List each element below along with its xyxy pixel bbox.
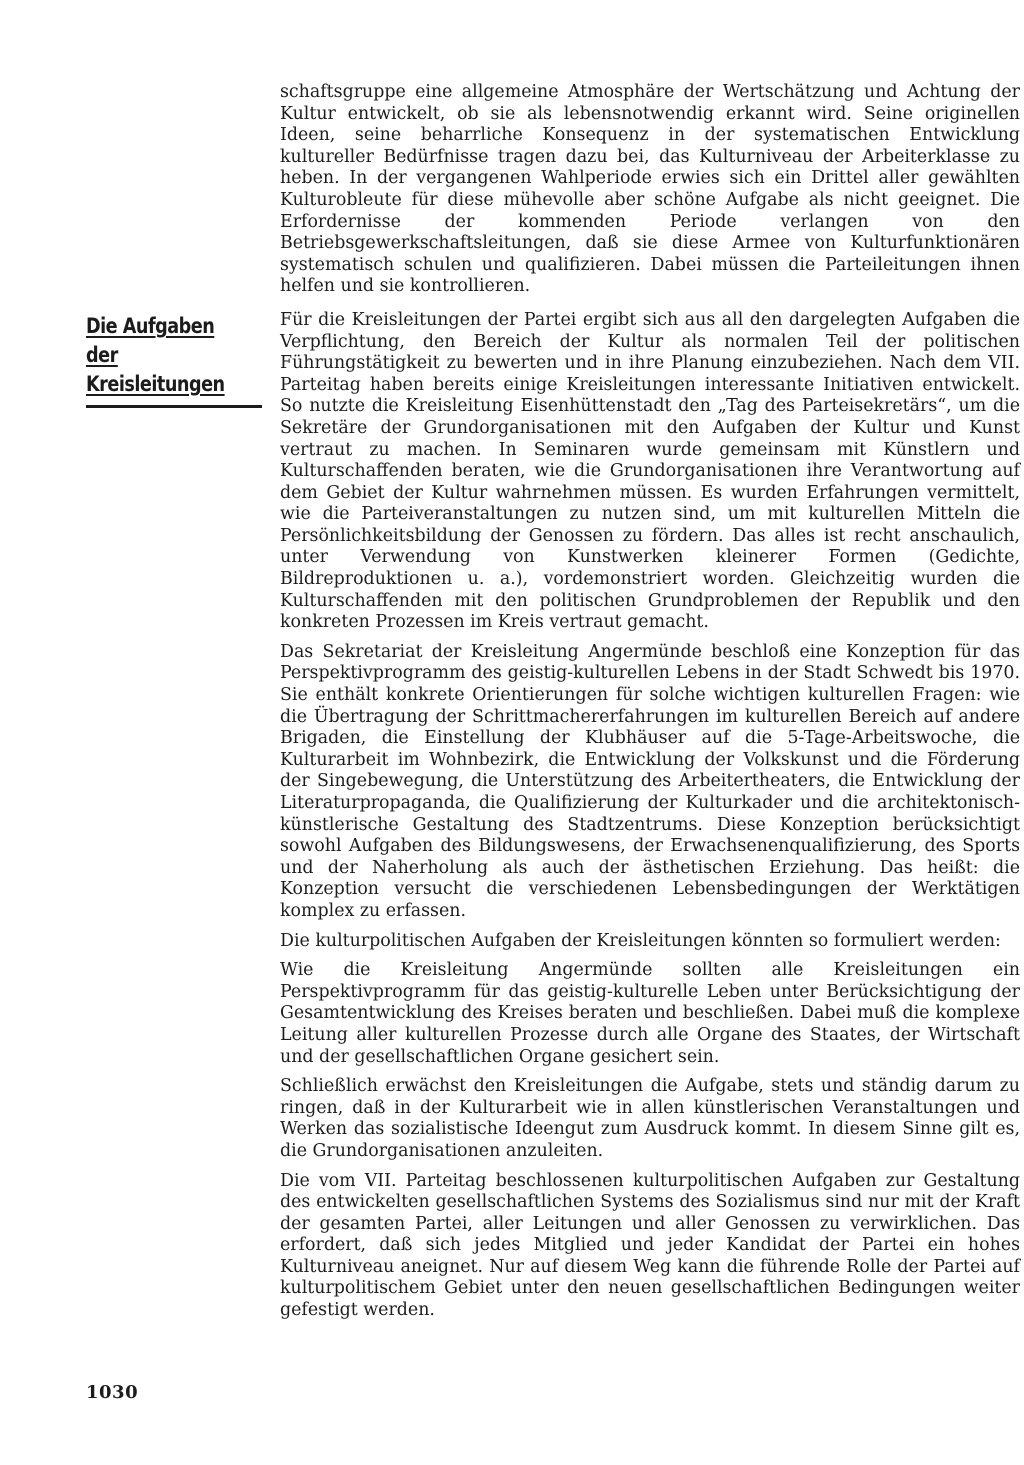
sidebar-heading (86, 312, 262, 399)
paragraph-2: Für die Kreisleitungen der Partei ergibt sich aus all den dargelegten Aufgaben die Verpflichtung, den Bereich der Kultur als normalen Teil der politischen Führungstätigkeit zu bewerten und in ihre Planung einzubeziehen. Nach dem VII. Parteitag haben bereits einige Kreisleitungen interessante Initiativen entwickelt. So nutzte die Kreisleitung Eisenhüttenstadt den „Tag des Parteisekretärs“, um die Sekretäre der Grundorganisationen mit den Aufgaben der Kultur und Kunst vertraut zu machen. In Seminaren wurde gemeinsam mit Künstlern und Kulturschaffenden beraten, wie die Grundorganisationen ihre Verantwortung auf dem Gebiet der Kultur wahrnehmen müssen. Es wurden Erfahrungen vermittelt, wie die Parteiveranstaltungen zu nutzen sind, um mit kulturellen Mitteln die Persönlichkeitsbildung der Genossen zu fördern. Das alles ist recht anschaulich, unter Verwendung von Kunstwerken kleinerer Formen (Gedichte, Bildreproduktionen u. a.), vordemonstriert worden. Gleichzeitig wurden die Kulturschaffenden mit den politischen Grundproblemen der Republik und den konkreten Prozessen im Kreis vertraut gemacht. (280, 309, 1020, 633)
sidebar-heading-line-3: Kreisleitungen (86, 372, 225, 396)
paragraph-4: Die kulturpolitischen Aufgaben der Kreisleitungen könnten so formuliert werden: (280, 930, 1001, 951)
body-text (280, 82, 1020, 1330)
page-number: 1030 (86, 1382, 139, 1403)
paragraph-7: Die vom VII. Parteitag beschlossenen kulturpolitischen Aufgaben zur Gestaltung des entwickelten gesellschaftlichen Systems des Sozialismus sind nur mit der Kraft der gesamten Partei, aller Leitungen und aller Genossen zu verwirklichen. Das erfordert, daß sich jedes Mitglied und jeder Kandidat der Partei ein hohes Kulturniveau aneignet. Nur auf diesem Weg kann die führende Rolle der Partei auf kulturpolitischem Gebiet unter den neuen gesellschaftlichen Bedingungen weiter gefestigt werden. (280, 1170, 1020, 1321)
sidebar-heading-rule (86, 405, 262, 408)
paragraph-6: Schließlich erwächst den Kreisleitungen die Aufgabe, stets und ständig darum zu ringen, daß in der Kulturarbeit wie in allen künstlerischen Veranstaltungen und Werken das sozialistische Ideengut zum Ausdruck kommt. In diesem Sinne gilt es, die Grundorganisationen anzuleiten. (280, 1076, 1020, 1161)
sidebar-heading-line-1: Die Aufgaben (86, 314, 215, 338)
paragraph-5: Wie die Kreisleitung Angermünde sollten alle Kreisleitungen ein Perspektivprogramm für das geistig-kulturelle Leben unter Berücksichtigung der Gesamtentwicklung des Kreises beraten und beschließen. Dabei muß die komplexe Leitung aller kulturellen Prozesse durch alle Organe des Staates, der Wirtschaft und der gesellschaftlichen Organe gesichert sein. (280, 960, 1020, 1067)
paragraph-1: schaftsgruppe eine allgemeine Atmosphäre der Wertschätzung und Achtung der Kultur entwickelt, ob sie als lebensnotwendig erkannt wird. Seine originellen Ideen, seine beharrliche Konsequenz in der systematischen Entwicklung kultureller Bedürfnisse tragen dazu bei, das Kulturniveau der Arbeiterklasse zu heben. In der vergangenen Wahlperiode erwies sich ein Drittel aller gewählten Kulturobleute für diese mühevolle aber schöne Aufgabe als nicht geeignet. Die Erfordernisse der kommenden Periode verlangen von den Betriebsgewerkschaftsleitungen, daß sie diese Armee von Kulturfunktionären systematisch schulen und qualifizieren. Dabei müssen die Parteileitungen ihnen helfen und sie kontrollieren. (280, 82, 1020, 297)
sidebar-heading-line-2: der (86, 343, 118, 367)
paragraph-3: Das Sekretariat der Kreisleitung Angermünde beschloß eine Konzeption für das Perspektivprogramm des geistig-kulturellen Lebens in der Stadt Schwedt bis 1970. Sie enthält konkrete Orientierungen für solche wichtigen kulturellen Fragen: wie die Übertragung der Schrittmachererfahrungen im kulturellen Bereich auf andere Brigaden, die Einstellung der Klubhäuser auf die 5-Tage-Arbeitswoche, die Kulturarbeit im Wohnbezirk, die Entwicklung der Volkskunst und die Förderung der Singebewegung, die Unterstützung des Arbeitertheaters, die Entwicklung der Literaturpropaganda, die Qualifizierung der Kulturkader und die architektonisch-künstlerische Gestaltung des Stadtzentrums. Diese Konzeption berücksichtigt sowohl Aufgaben des Bildungswesens, der Erwachsenenqualifizierung, des Sports und der Naherholung als auch der ästhetischen Erziehung. Das heißt: die Konzeption versucht die verschiedenen Lebensbedingungen der Werktätigen komplex zu erfassen. (280, 641, 1020, 921)
